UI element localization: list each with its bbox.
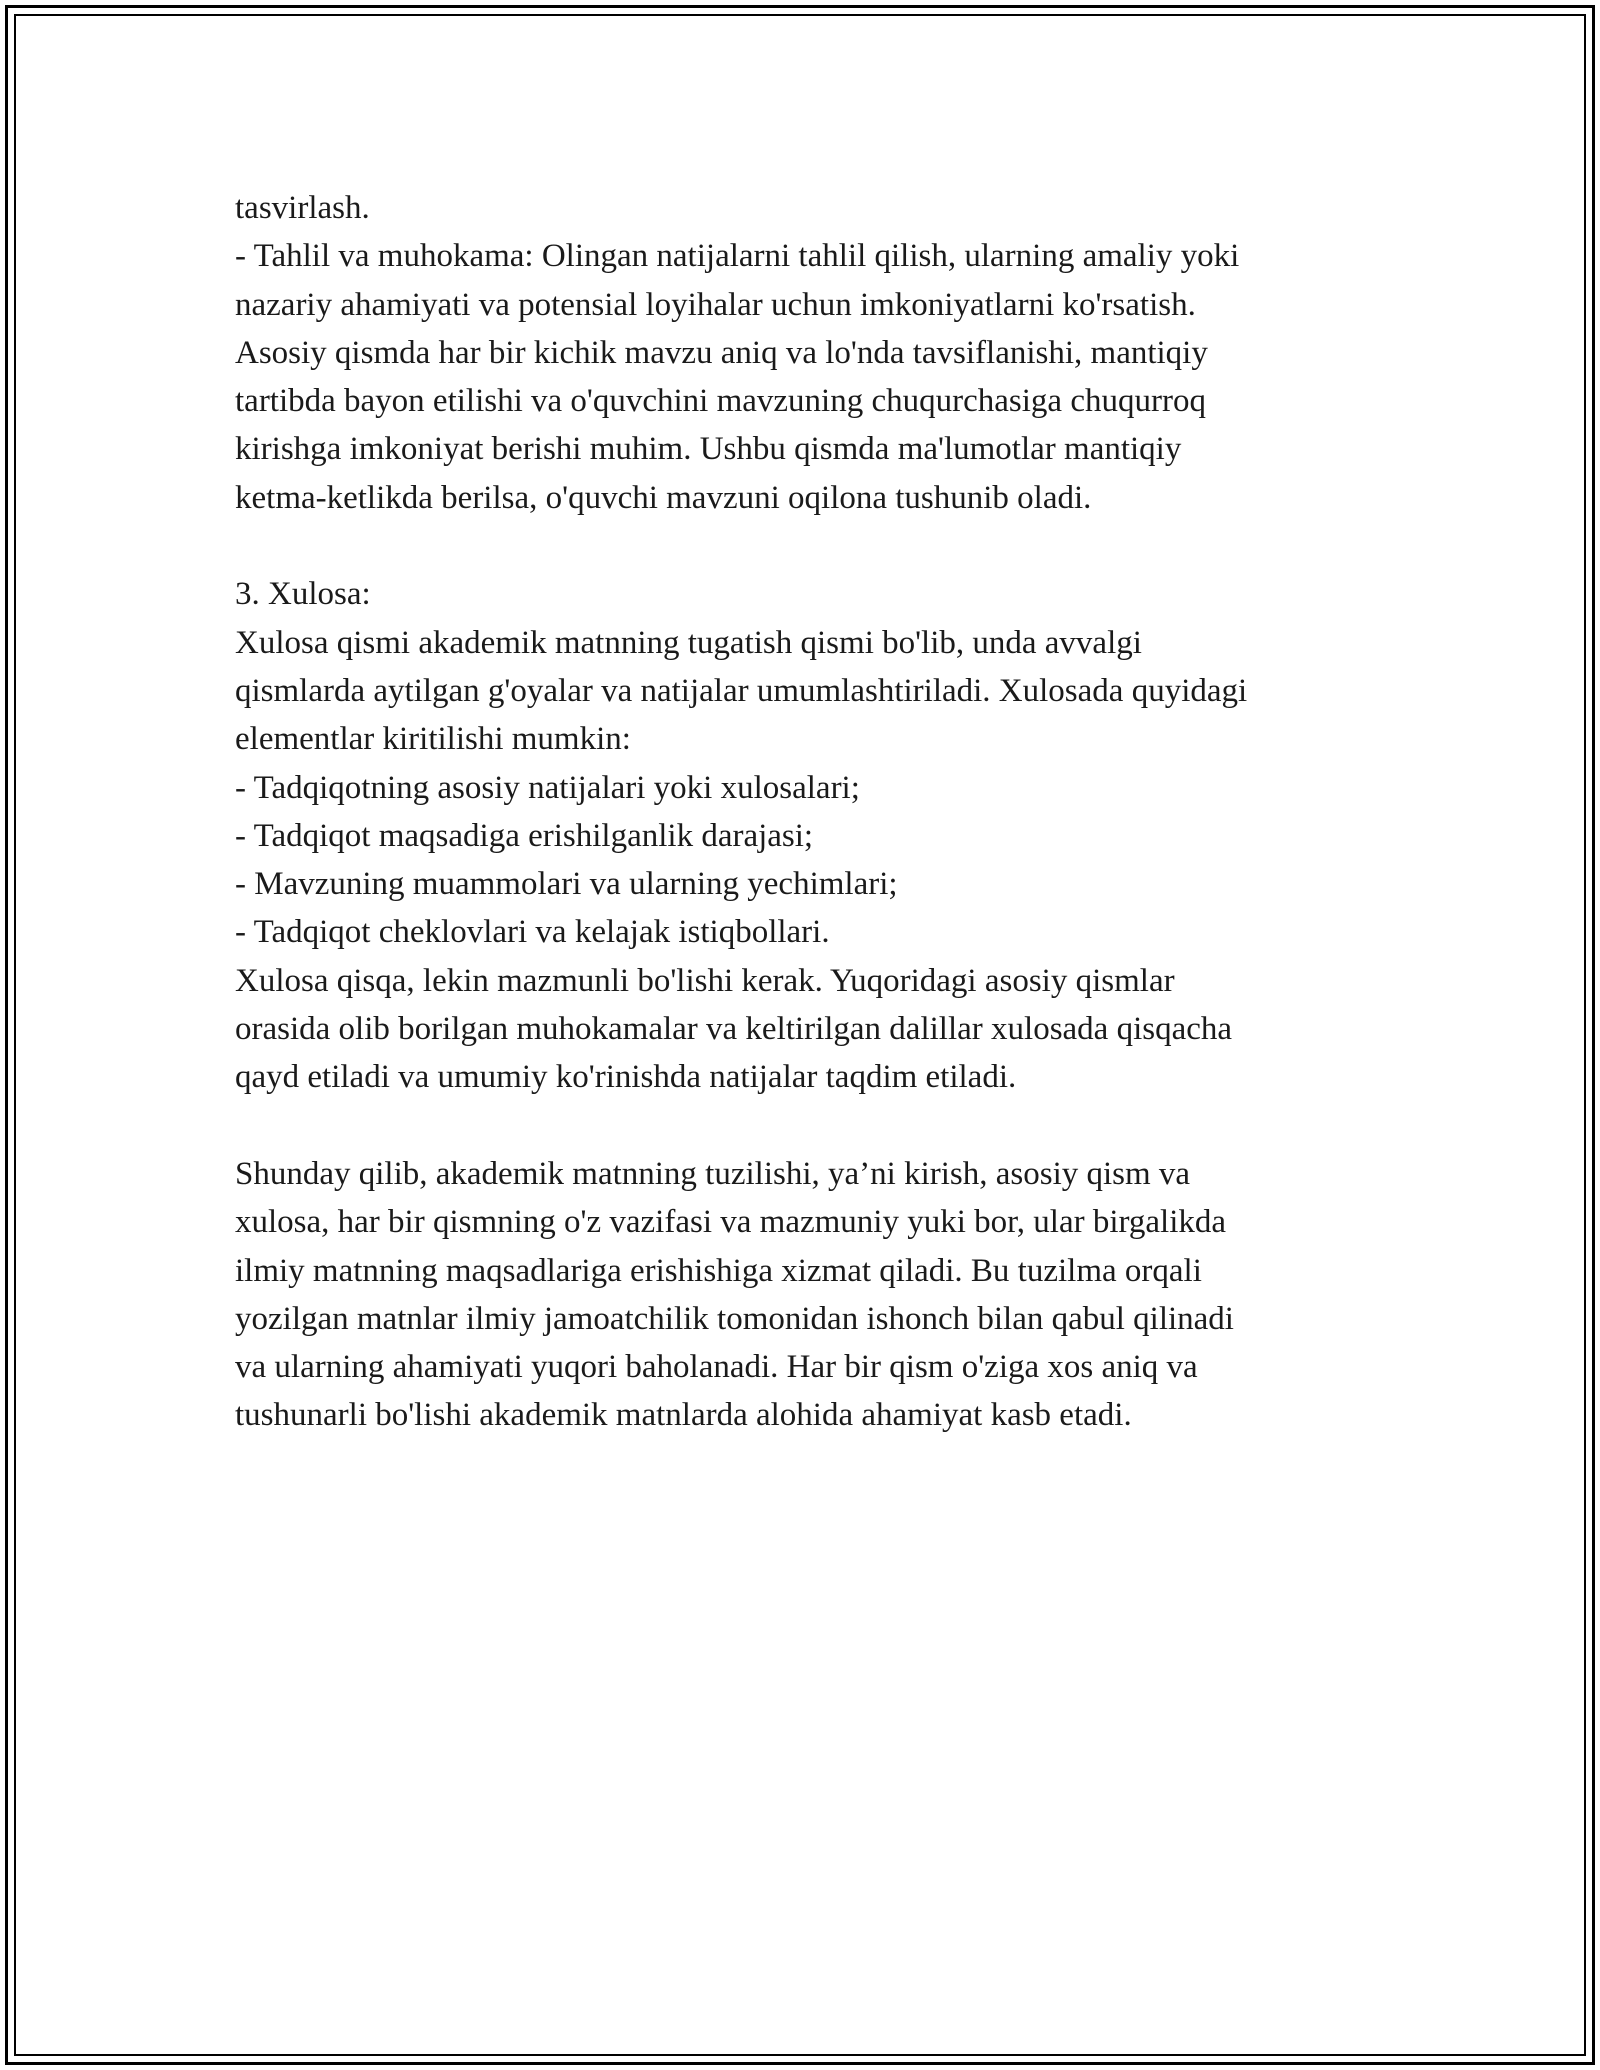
section-heading: 3. Xulosa: [235, 576, 371, 613]
bullet-item: - Tadqiqotning asosiy natijalari yoki xulosalari; [235, 769, 860, 806]
paragraph-spacer [235, 1102, 1435, 1150]
text-line: elementlar kiritilishi mumkin: [235, 721, 631, 758]
text-line: - Tahlil va muhokama: Olingan natijalarni tahlil qilish, ularning amaliy yoki [235, 238, 1240, 275]
bullet-item: - Mavzuning muammolari va ularning yechimlari; [235, 866, 898, 903]
body-part1 [235, 184, 1435, 522]
text-line: qismlarda aytilgan g'oyalar va natijalar umumlashtiriladi. Xulosada quyidagi [235, 672, 1248, 709]
text-line: tasvirlash. [235, 190, 370, 226]
text-line: ilmiy matnning maqsadlariga erishishiga xizmat qiladi. Bu tuzilma orqali [235, 1252, 1202, 1289]
text-line: va ularning ahamiyati yuqori baholanadi. Har bir qism o'ziga xos aniq va [235, 1349, 1198, 1386]
bullet-item: - Tadqiqot maqsadiga erishilganlik darajasi; [235, 817, 814, 854]
text-line: tartibda bayon etilishi va o'quvchini mavzuning chuqurchasiga chuqurroq [235, 383, 1206, 420]
text-line: xulosa, har bir qismning o'z vazifasi va mazmuniy yuki bor, ular birgalikda [235, 1204, 1227, 1241]
text-line: tushunarli bo'lishi akademik matnlarda alohida ahamiyat kasb etadi. [235, 1397, 1132, 1434]
text-line: qayd etiladi va umumiy ko'rinishda natijalar taqdim etiladi. [235, 1059, 1017, 1096]
text-line: kirishga imkoniyat berishi muhim. Ushbu qismda ma'lumotlar mantiqiy [235, 431, 1182, 468]
text-line: Xulosa qismi akademik matnning tugatish qismi bo'lib, unda avvalgi [235, 624, 1142, 661]
text-line: Xulosa qisqa, lekin mazmunli bo'lishi kerak. Yuqoridagi asosiy qismlar [235, 962, 1175, 999]
text-line: yozilgan matnlar ilmiy jamoatchilik tomonidan ishonch bilan qabul qilinadi [235, 1300, 1234, 1337]
document-body [235, 184, 1435, 1440]
text-line: orasida olib borilgan muhokamalar va keltirilgan dalillar xulosada qisqacha [235, 1011, 1233, 1048]
paragraph-spacer [235, 522, 1435, 570]
text-line: nazariy ahamiyati va potensial loyihalar uchun imkoniyatlarni ko'rsatish. [235, 286, 1196, 323]
text-line: Asosiy qismda har bir kichik mavzu aniq va lo'nda tavsiflanishi, mantiqiy [235, 334, 1208, 371]
conclusion-paragraph [235, 1150, 1435, 1440]
text-line: ketma-ketlikda berilsa, o'quvchi mavzuni oqilona tushunib oladi. [235, 479, 1092, 516]
section-xulosa [235, 570, 1435, 1101]
text-line: Shunday qilib, akademik matnning tuzilishi, ya’ni kirish, asosiy qism va [235, 1155, 1191, 1192]
bullet-item: - Tadqiqot cheklovlari va kelajak istiqbollari. [235, 914, 830, 951]
